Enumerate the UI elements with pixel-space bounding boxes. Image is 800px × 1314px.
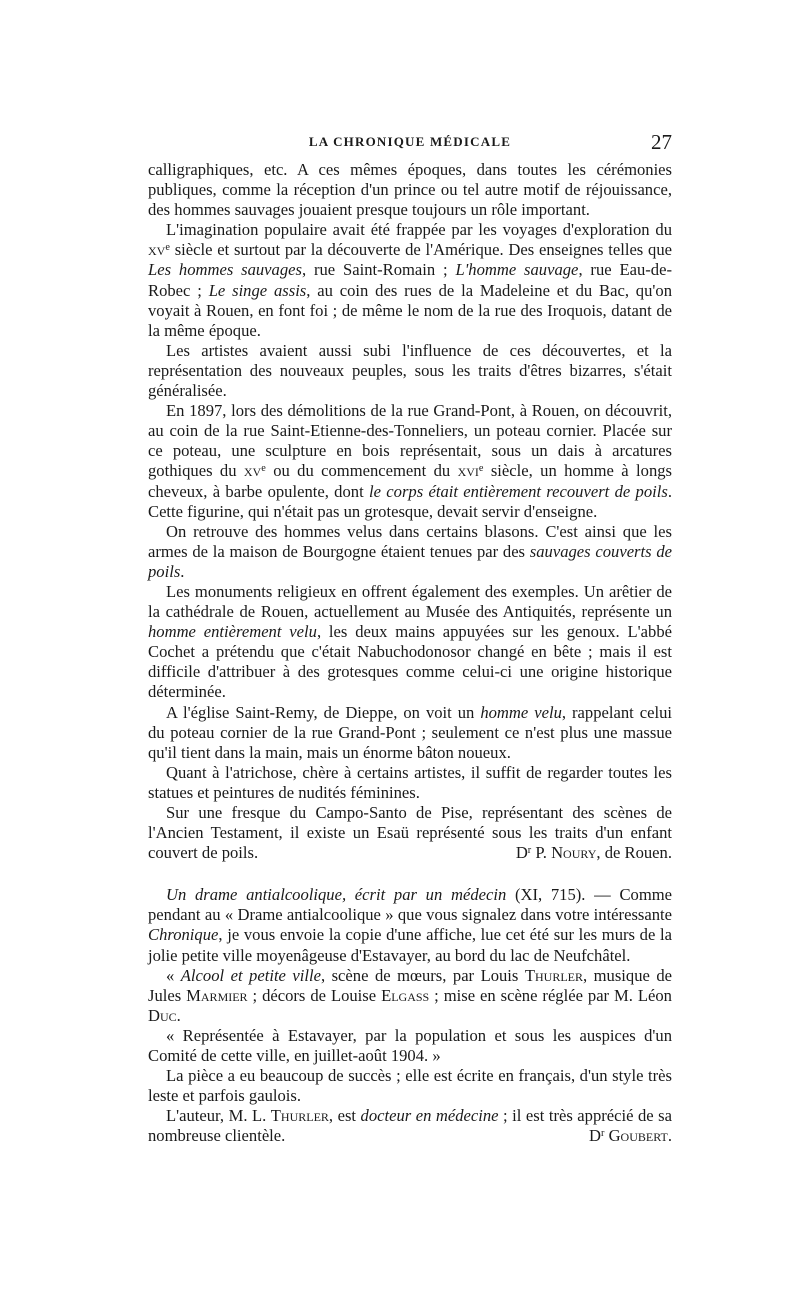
italic-phrase: homme entièrement velu [148,622,317,642]
superscript: e [165,242,170,254]
text-run: A l'église Saint-Remy, de Dieppe, on voit un [166,702,481,722]
text-run: Quant à l'atrichose, chère à certains artistes, il suffit de regarder toutes les statues et peintures de nudités féminines. [148,762,672,802]
text-run: (XI, 715). — Comme pendant au « Drame antialcoolique » que vous signalez dans votre intéressante [148,885,672,925]
person-name: Elgass [381,985,430,1005]
text-run: , rappelant celui du poteau cornier de la rue Grand-Pont ; seulement ce n'est plus une massue qu'il tient dans la main, mais un énorme bâton noueux. [148,702,672,762]
article-body [148,160,672,1147]
text-run: , rue Saint-Romain ; [301,260,456,280]
text-run: , scène de mœurs, par Louis [320,965,525,985]
text-run: . [180,561,185,581]
text-run: ; mise en scène réglée par M. Léon [429,985,672,1005]
paragraph [148,1026,672,1066]
author-signature [571,1126,672,1146]
text-run: , musique de Jules [148,965,673,1005]
paragraph [148,1106,672,1146]
superscript: e [261,463,266,475]
text-run: P. [531,843,552,863]
text-run: Les monuments religieux en offrent également des exemples. Un arêtier de la cathédrale de Rouen, actuellement au Musée des Antiquités, représente un [148,581,672,622]
italic-phrase: homme velu [480,702,562,722]
running-title: LA CHRONIQUE MÉDICALE [308,134,512,149]
text-run: , est [328,1106,361,1126]
paragraph [148,885,672,965]
query-title: Un drame antialcoolique, écrit par un médecin [166,885,507,905]
paragraph [148,220,672,341]
section-spacer [148,863,672,885]
paragraph [148,582,672,703]
page-number: 27 [651,130,672,154]
text-run: La pièce a eu beaucoup de succès ; elle est écrite en français, d'un style très leste et parfois gaulois. [148,1066,672,1106]
paragraph [148,803,672,863]
text-run: . Cette figurine, qui n'était pas un grotesque, devait servir d'enseigne. [148,481,672,521]
paragraph [148,966,672,1026]
italic-phrase: sauvages couverts de poils [148,541,673,581]
text-run: , je vous envoie la copie d'une affiche, lue cet été sur les murs de la jolie petite ville moyenâgeuse d'Estavayer, au bord du lac de Neufchâtel. [148,925,672,965]
text-run: D [589,1126,601,1146]
text-run: En 1897, lors des démolitions de la rue Grand-Pont, à Rouen, on découvrit, au coin de la rue Saint-Etienne-des-Tonneliers, un poteau cornier. Placée sur ce poteau, une sculpture en bois représentait, sous un dais à arcatures gothiques du [148,401,672,481]
italic-title: Alcool et petite ville [180,965,321,985]
italic-phrase: docteur en médecine [360,1106,499,1126]
text-run: On retrouve des hommes velus dans certains blasons. C'est ainsi que les armes de la maison de Bourgogne étaient tenues par des [148,521,672,561]
italic-title: L'homme sauvage [455,260,579,280]
century-numeral: xvi [457,461,479,481]
text-run: , rue Eau-de-Robec ; [148,260,672,300]
person-name: Thurler [270,1106,329,1126]
text-run: « Représentée à Estavayer, par la population et sous les auspices d'un Comité de cette ville, en juillet-août 1904. » [148,1025,672,1066]
text-run: Sur une fresque du Campo-Santo de Pise, représentant des scènes de l'Ancien Testament, il existe un Esaü représenté sous les traits d'un enfant couvert de poils. [148,803,672,863]
century-numeral: xv [243,461,262,481]
paragraph [148,522,672,582]
superscript: r [527,845,532,857]
text-run: ; décors de Louise [247,985,382,1005]
text-run: . [667,1126,672,1146]
text-run: ; il est très apprécié de sa nombreuse clientèle. [148,1106,672,1146]
page-header [148,130,672,156]
author-signature [498,843,672,863]
paragraph [148,763,672,803]
author-name: Noury [551,843,597,863]
text-run: L'imagination populaire avait été frappée par les voyages d'exploration du [166,220,672,240]
person-name: Marmier [186,985,248,1005]
paragraph [148,703,672,763]
italic-title: Les hommes sauvages [148,260,302,280]
paragraph [148,401,672,522]
text-run: , les deux mains appuyées sur les genoux. L'abbé Cochet a prétendu que c'était Nabuchodonosor changé en bête ; mais il est difficile d'attribuer à des grotesques comme celui-ci une origine historique déterminée. [148,622,672,702]
paragraph [148,341,672,401]
text-run: siècle et surtout par la découverte de l'Amérique. Des enseignes telles que [169,240,672,260]
text-run: L'auteur, M. L. [166,1106,271,1126]
superscript: e [478,463,484,475]
paragraph [148,160,672,220]
text-run: D [515,843,528,863]
italic-phrase: le corps était entièrement recouvert de poils [369,481,668,501]
text-run: . [176,1005,181,1025]
superscript: r [600,1128,605,1140]
text-run: , de Rouen. [596,843,672,863]
text-run: ou du commencement du [265,461,458,481]
text-run: calligraphiques, etc. A ces mêmes époques, dans toutes les cérémonies publiques, comme la réception d'un prince ou tel autre motif de réjouissance, des hommes sauvages jouaient presque toujours un rôle important. [148,160,672,220]
text-run: , au coin des rues de la Madeleine et du Bac, qu'on voyait à Rouen, en font foi ; de même le nom de la rue des Iroquois, datant de la même époque. [148,280,672,340]
author-name: Goubert [608,1126,668,1146]
person-name: Duc [148,1005,177,1025]
century-numeral: xv [148,240,166,260]
person-name: Thurler [524,965,583,985]
text-run: Les artistes avaient aussi subi l'influence de ces découvertes, et la représentation des nouveaux peuples, sous les traits d'êtres bizarres, s'était généralisée. [148,340,672,401]
paragraph [148,1066,672,1106]
text-run: « [166,965,181,985]
text-run: siècle, un homme à longs cheveux, à barbe opulente, dont [148,461,672,501]
italic-title: Le singe assis [208,280,307,300]
italic-title: Chronique [148,925,219,945]
